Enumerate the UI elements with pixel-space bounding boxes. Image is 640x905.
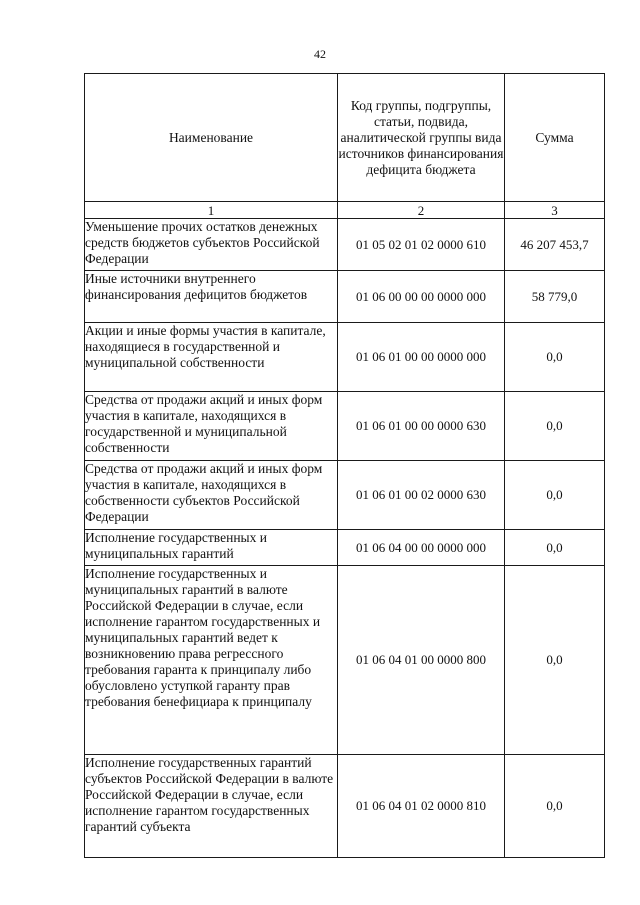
column-number-1: 1 (85, 202, 338, 219)
column-number-row (85, 202, 605, 219)
row-sum: 0,0 (505, 755, 605, 858)
row-code: 01 06 01 00 02 0000 630 (338, 461, 505, 530)
row-name: Акции и иные формы участия в капитале, находящиеся в государственной и муниципальной собственности (85, 323, 338, 392)
row-sum: 0,0 (505, 323, 605, 392)
row-name: Исполнение государственных и муниципальных гарантий в валюте Российской Федерации в случае, если исполнение гарантом государственных и муниципальных гарантий ведет к возникновению права регрессного требования гаранта к принципалу либо обусловлено уступкой гаранту прав требования бенефициара к принципалу (85, 566, 338, 755)
header-row (85, 74, 605, 202)
row-name: Исполнение государственных гарантий субъектов Российской Федерации в валюте Российской Федерации в случае, если исполнение гарантом государственных гарантий субъекта (85, 755, 338, 858)
table-row (85, 461, 605, 530)
table-row (85, 271, 605, 323)
budget-sources-table (84, 73, 605, 858)
row-name: Исполнение государственных и муниципальных гарантий (85, 530, 338, 566)
row-code: 01 06 01 00 00 0000 000 (338, 323, 505, 392)
row-name: Иные источники внутреннего финансирования дефицитов бюджетов (85, 271, 338, 323)
column-number-3: 3 (505, 202, 605, 219)
row-code: 01 06 04 01 02 0000 810 (338, 755, 505, 858)
table-row (85, 219, 605, 271)
row-name: Средства от продажи акций и иных форм участия в капитале, находящихся в собственности субъектов Российской Федерации (85, 461, 338, 530)
table-row (85, 530, 605, 566)
row-code: 01 06 04 01 00 0000 800 (338, 566, 505, 755)
row-sum: 0,0 (505, 566, 605, 755)
row-code: 01 06 04 00 00 0000 000 (338, 530, 505, 566)
row-code: 01 05 02 01 02 0000 610 (338, 219, 505, 271)
row-name: Средства от продажи акций и иных форм участия в капитале, находящихся в государственной и муниципальной собственности (85, 392, 338, 461)
row-code: 01 06 01 00 00 0000 630 (338, 392, 505, 461)
row-name: Уменьшение прочих остатков денежных средств бюджетов субъектов Российской Федерации (85, 219, 338, 271)
row-code: 01 06 00 00 00 0000 000 (338, 271, 505, 323)
row-sum: 0,0 (505, 530, 605, 566)
table-row (85, 755, 605, 858)
page-number: 42 (314, 47, 326, 61)
header-code: Код группы, подгруппы, статьи, подвида, аналитической группы вида источников финансирования дефицита бюджета (338, 74, 505, 202)
row-sum: 0,0 (505, 461, 605, 530)
column-number-2: 2 (338, 202, 505, 219)
row-sum: 46 207 453,7 (505, 219, 605, 271)
table-row (85, 392, 605, 461)
row-sum: 0,0 (505, 392, 605, 461)
header-sum: Сумма (505, 74, 605, 202)
table-row (85, 323, 605, 392)
row-sum: 58 779,0 (505, 271, 605, 323)
header-name: Наименование (85, 74, 338, 202)
table-row (85, 566, 605, 755)
